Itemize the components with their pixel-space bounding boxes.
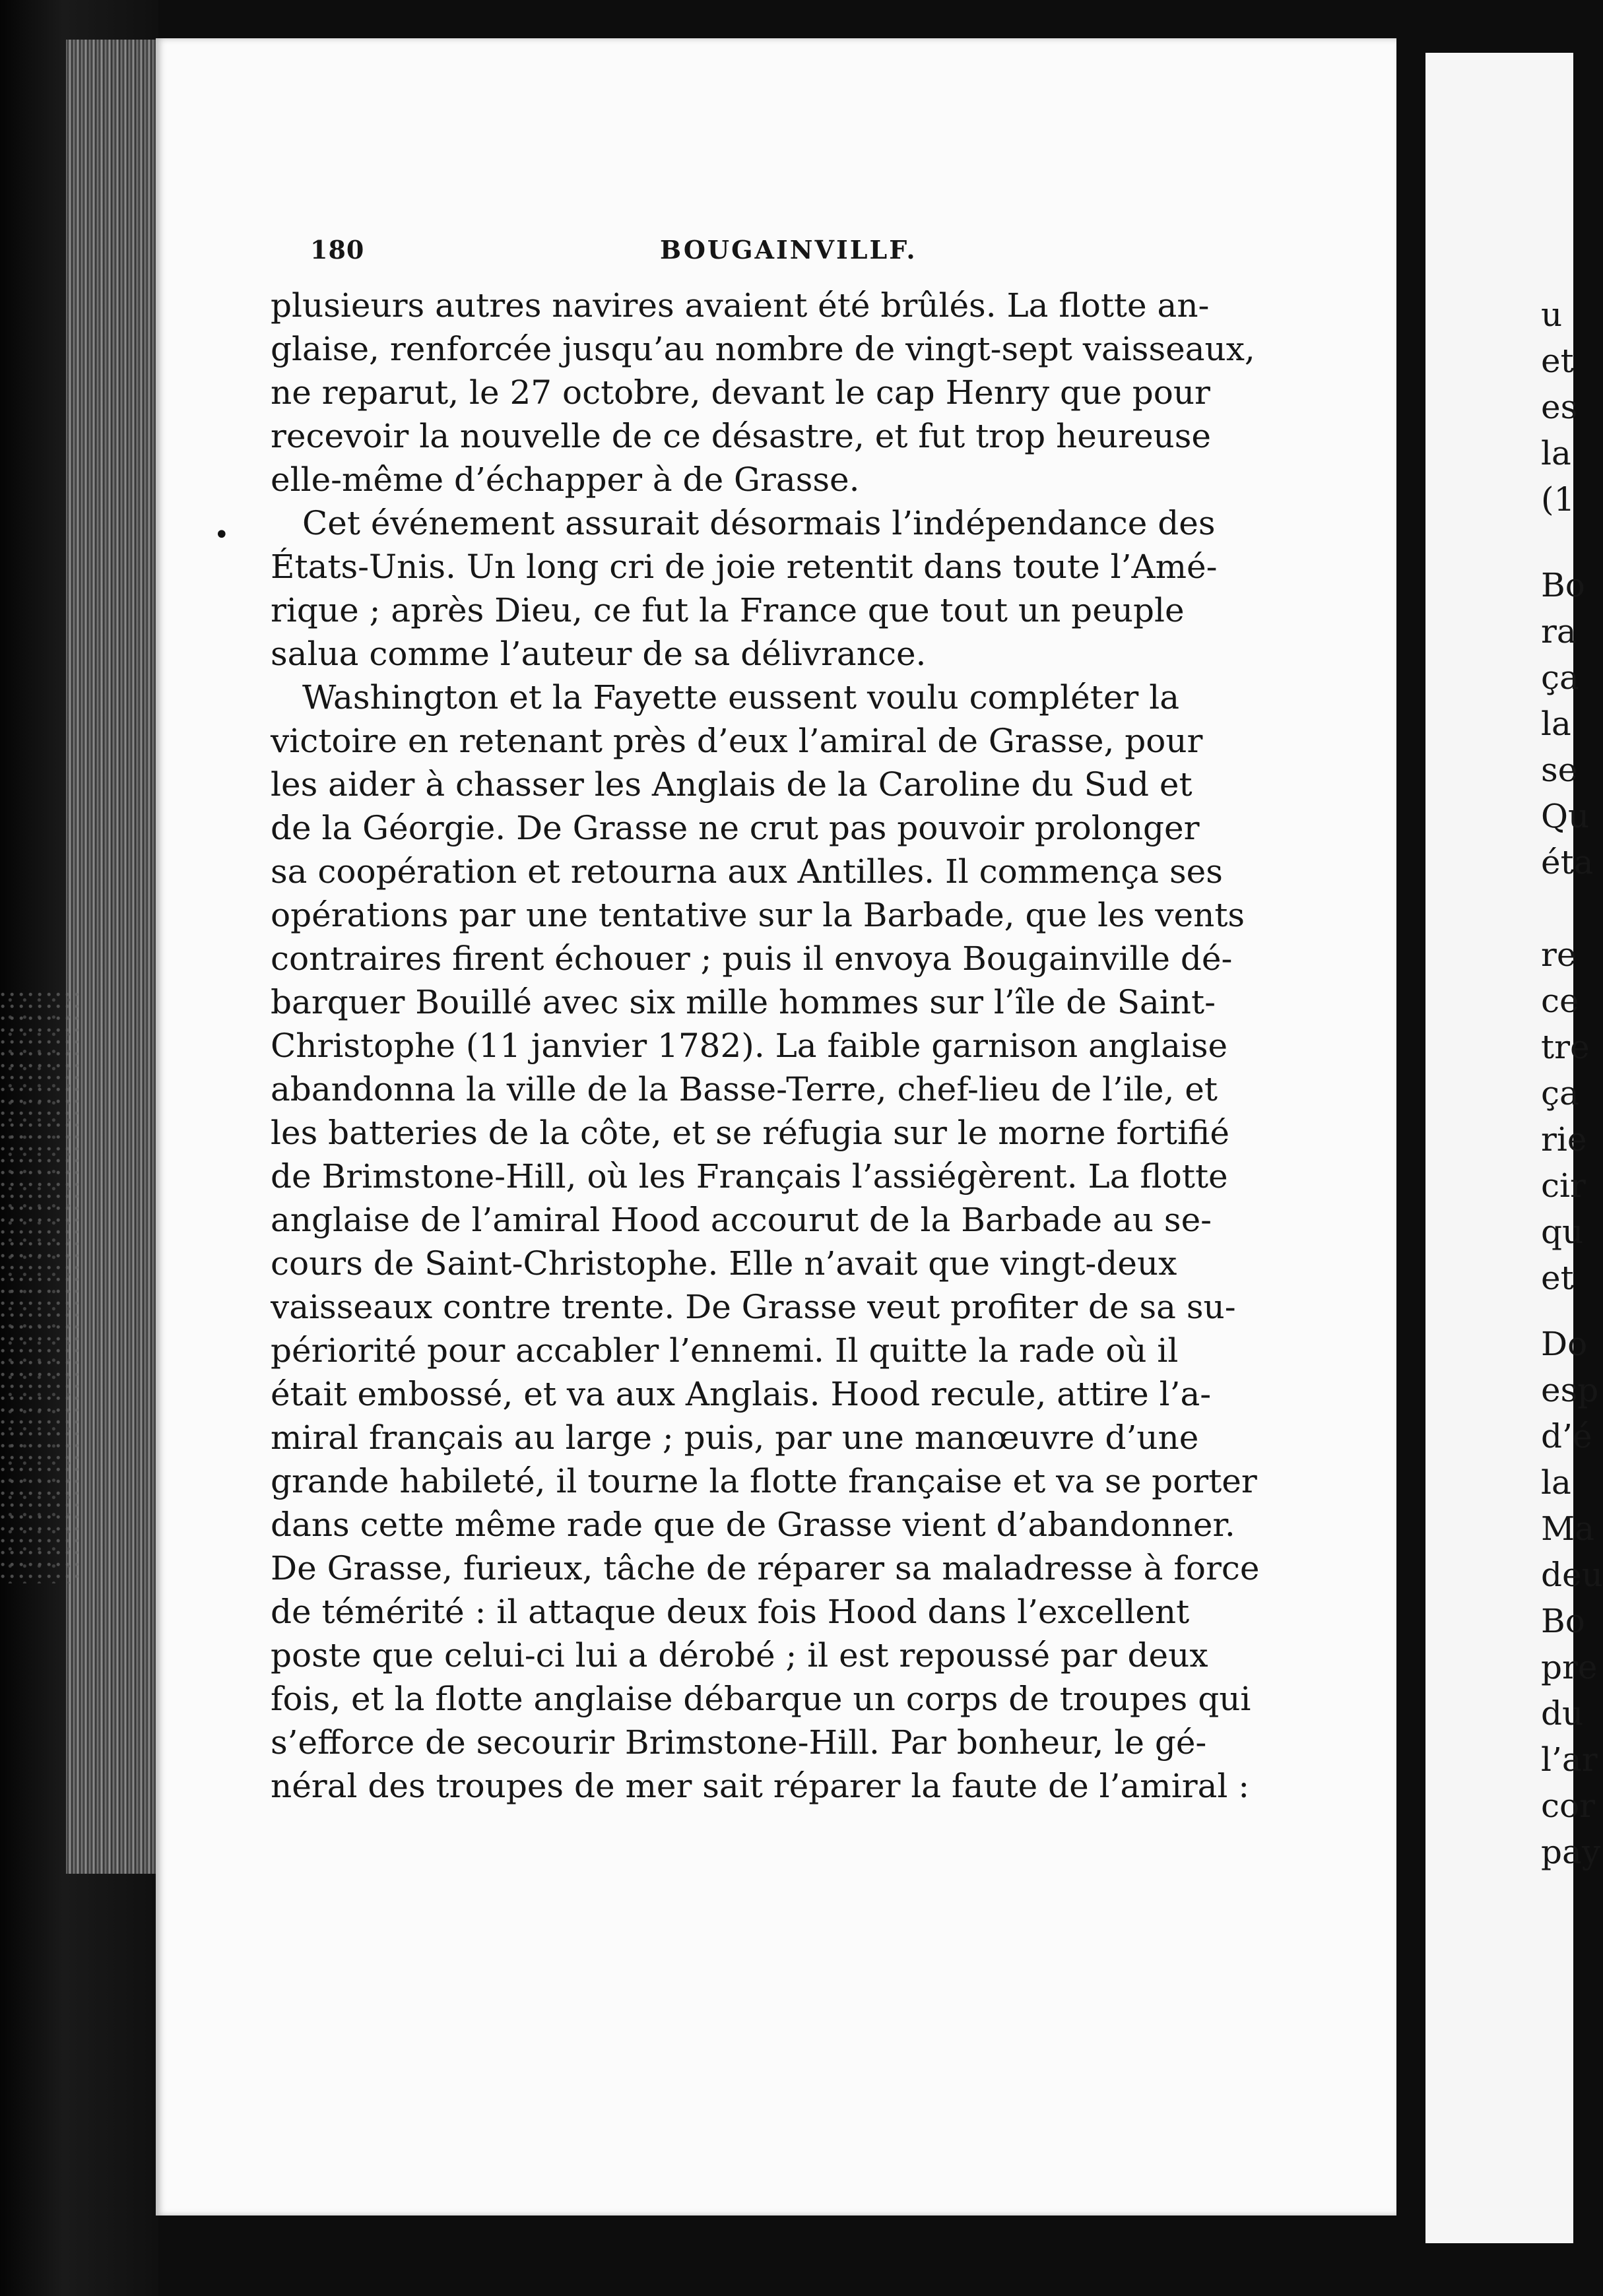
text-line: rique ; après Dieu, ce fut la France que tout un peuple — [271, 591, 1185, 629]
text-line: De Grasse, furieux, tâche de réparer sa maladresse à force — [271, 1549, 1260, 1587]
right-page-fragment: et — [1541, 1259, 1574, 1297]
right-page-fragment: esp — [1541, 1371, 1599, 1409]
body-text — [271, 284, 1260, 1808]
text-line: de témérité : il attaque deux fois Hood dans l’excellent — [271, 1593, 1190, 1631]
text-line: s’efforce de secourir Brimstone-Hill. Par bonheur, le gé- — [271, 1723, 1207, 1762]
right-page-fragment: Bo — [1541, 1602, 1585, 1640]
page-number: 180 — [310, 235, 365, 265]
right-page-fragment: rie — [1541, 1120, 1587, 1159]
right-page-fragment: re — [1541, 936, 1577, 974]
text-line: fois, et la flotte anglaise débarque un corps de troupes qui — [271, 1680, 1251, 1718]
text-line: États-Unis. Un long cri de joie retentit dans toute l’Amé- — [271, 548, 1218, 586]
text-line: salua comme l’auteur de sa délivrance. — [271, 635, 927, 673]
text-line: vaisseaux contre trente. De Grasse veut profiter de sa su- — [271, 1288, 1236, 1326]
text-line: contraires firent échouer ; puis il envoya Bougainville dé- — [271, 940, 1233, 978]
right-page-fragment: pay — [1541, 1833, 1601, 1871]
right-page-fragment: u — [1541, 296, 1563, 334]
text-line: Washington et la Fayette eussent voulu compléter la — [302, 678, 1180, 717]
text-line: néral des troupes de mer sait réparer la faute de l’amiral : — [271, 1767, 1250, 1805]
right-page-fragment: ça — [1541, 1074, 1579, 1112]
text-line: de la Géorgie. De Grasse ne crut pas pouvoir prolonger — [271, 809, 1200, 847]
right-page-fragment: deu — [1541, 1556, 1603, 1594]
right-page-fragment: Ma — [1541, 1510, 1595, 1548]
right-page-fragment: éta — [1541, 843, 1594, 881]
text-line: plusieurs autres navires avaient été brûlés. La flotte an- — [271, 286, 1210, 325]
text-line: de Brimstone-Hill, où les Français l’assiégèrent. La flotte — [271, 1157, 1228, 1196]
right-page-fragment: d’é — [1541, 1417, 1592, 1455]
right-page-fragment: pre — [1541, 1648, 1598, 1686]
right-page-fragment: Qu — [1541, 797, 1590, 835]
right-page-fragment: la — [1541, 705, 1571, 743]
text-line: abandonna la ville de la Basse-Terre, chef-lieu de l’ile, et — [271, 1070, 1218, 1108]
text-line: miral français au large ; puis, par une manœuvre d’une — [271, 1419, 1199, 1457]
right-page-fragment: ra — [1541, 612, 1577, 651]
running-head — [310, 235, 1221, 274]
text-line: poste que celui-ci lui a dérobé ; il est repoussé par deux — [271, 1636, 1208, 1674]
right-page-fragment: l’ar — [1541, 1740, 1598, 1779]
text-line: ne reparut, le 27 octobre, devant le cap Henry que pour — [271, 373, 1210, 412]
text-line: périorité pour accabler l’ennemi. Il quitte la rade où il — [271, 1331, 1179, 1370]
running-title: BOUGAINVILLF. — [660, 235, 917, 265]
right-page-fragment: la — [1541, 434, 1571, 472]
right-page-fragment: ce — [1541, 982, 1579, 1020]
margin-dot: • — [214, 520, 230, 550]
right-page-fragment: tre — [1541, 1028, 1590, 1066]
text-line: était embossé, et va aux Anglais. Hood recule, attire l’a- — [271, 1375, 1212, 1413]
right-page-fragment: du — [1541, 1694, 1584, 1733]
text-line: glaise, renforcée jusqu’au nombre de vingt-sept vaisseaux, — [271, 330, 1255, 368]
right-page-fragment: Do — [1541, 1325, 1588, 1363]
right-page-fragment: et — [1541, 342, 1574, 380]
text-line: elle-même d’échapper à de Grasse. — [271, 461, 860, 499]
text-line: grande habileté, il tourne la flotte française et va se porter — [271, 1462, 1257, 1500]
text-line: les batteries de la côte, et se réfugia sur le morne fortifié — [271, 1114, 1229, 1152]
text-line: Christophe (11 janvier 1782). La faible garnison anglaise — [271, 1027, 1228, 1065]
right-page-fragment: se — [1541, 751, 1578, 789]
text-line: Cet événement assurait désormais l’indépendance des — [302, 504, 1216, 542]
text-line: les aider à chasser les Anglais de la Caroline du Sud et — [271, 765, 1193, 804]
text-line: dans cette même rade que de Grasse vient d’abandonner. — [271, 1506, 1235, 1544]
text-line: victoire en retenant près d’eux l’amiral de Grasse, pour — [271, 722, 1203, 760]
right-page-fragment: es — [1541, 388, 1578, 426]
text-line: recevoir la nouvelle de ce désastre, et fut trop heureuse — [271, 417, 1211, 455]
text-line: barquer Bouillé avec six mille hommes sur l’île de Saint- — [271, 983, 1216, 1021]
scan-noise — [0, 990, 79, 1583]
right-page-fragment: cir — [1541, 1166, 1586, 1205]
text-line: anglaise de l’amiral Hood accourut de la Barbade au se- — [271, 1201, 1212, 1239]
right-page-fragment: cor — [1541, 1787, 1596, 1825]
right-page-fragment: Bo — [1541, 566, 1585, 604]
text-line: opérations par une tentative sur la Barbade, que les vents — [271, 896, 1245, 934]
text-line: cours de Saint-Christophe. Elle n’avait que vingt-deux — [271, 1244, 1177, 1283]
right-page-fragment: (1 — [1541, 480, 1575, 519]
right-page-fragment: qu — [1541, 1213, 1584, 1251]
right-page-fragment: la — [1541, 1463, 1571, 1502]
book-page-edges — [66, 40, 158, 1874]
right-page-fragment: ça — [1541, 658, 1579, 697]
text-line: sa coopération et retourna aux Antilles. Il commença ses — [271, 852, 1223, 891]
